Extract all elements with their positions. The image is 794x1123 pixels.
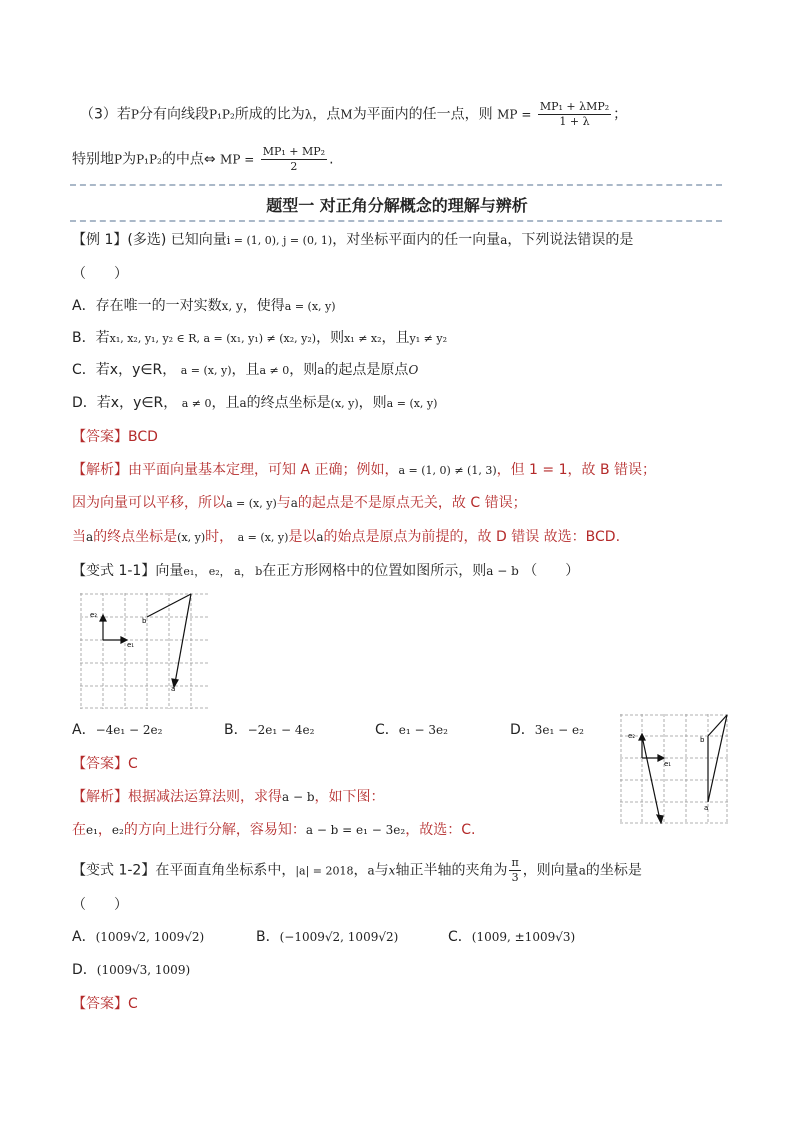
ex1-option-c	[72, 360, 418, 381]
label-e2: e₂	[90, 611, 98, 619]
text: 的中点⇔	[161, 151, 216, 168]
label-b: b	[142, 617, 147, 625]
v12-paren: （ ）	[72, 897, 128, 913]
math: a = (x, y)	[284, 300, 336, 313]
math: (x, y)	[330, 397, 359, 410]
text: D．	[510, 722, 535, 738]
text: 为平面内的任一点，则	[352, 106, 493, 123]
v12-answer: 【答案】C	[72, 996, 138, 1012]
fraction-midpoint-formula	[261, 145, 327, 174]
v11-option-d	[510, 720, 584, 740]
fraction-denominator: 2	[290, 160, 298, 173]
ex1-option-b	[72, 328, 447, 349]
ex1-question	[72, 230, 633, 251]
math-a: a	[86, 530, 94, 544]
a-vector	[708, 715, 727, 802]
label-b: b	[700, 736, 705, 744]
v11-option-a	[72, 720, 162, 740]
math: (1009, ±1009√3)	[471, 930, 576, 944]
ex1-paren: （ ）	[72, 266, 128, 282]
v11-explanation-2	[72, 820, 475, 840]
ex1-option-a	[72, 296, 336, 317]
label-e2: e₂	[628, 732, 636, 740]
grid-lines	[620, 714, 728, 824]
math: a = (x, y)	[237, 531, 289, 544]
text: A．	[72, 722, 96, 738]
math-segment: P₁P₂	[209, 107, 235, 122]
text: ，且	[381, 330, 410, 346]
v11-option-c	[375, 720, 448, 740]
math-p: P	[114, 152, 123, 167]
text: A．	[72, 929, 96, 945]
grid-figure-solution	[620, 714, 728, 824]
text: D．	[72, 962, 97, 978]
text: 与	[374, 862, 389, 879]
text: 特别地	[72, 151, 114, 168]
text: ，	[353, 862, 368, 879]
math-lambda: λ	[304, 107, 313, 122]
v11-option-b	[224, 720, 314, 740]
math: a − b = e₁ − 3e₂	[305, 823, 406, 837]
math: 3e₁ − e₂	[534, 723, 584, 737]
text: ，如下图：	[314, 789, 385, 805]
math: a = (1, 0) ≠ (1, 3)	[398, 464, 497, 477]
text: ，且	[231, 362, 260, 378]
text: 分有向线段	[139, 106, 209, 123]
text: 在	[72, 822, 86, 838]
math: a = (x, y)	[226, 497, 277, 510]
fraction-numerator: MP₁ + λMP₂	[539, 100, 610, 113]
math: (1009√3, 1009)	[96, 963, 191, 977]
fraction-denominator: 3	[511, 871, 519, 884]
math-mp: MP =	[220, 152, 255, 167]
text: 的起点是不是原点无关，故 C 错误；	[297, 495, 527, 511]
section-title: 题型一 对正角分解概念的理解与辨析	[266, 196, 528, 215]
ex1-explanation-1	[72, 460, 656, 481]
text: 的起点是原点	[324, 362, 409, 378]
math-a: a	[316, 530, 324, 544]
fraction-angle	[509, 856, 520, 885]
math: x₁, x₂, y₁, y₂ ∈ R, a = (x₁, y₁) ≠ (x₂, y₂)	[109, 332, 317, 345]
text: C．	[448, 929, 472, 945]
text: 在正方形网格中的位置如图所示，则	[262, 563, 487, 579]
text: C．若	[72, 362, 110, 378]
label-e1: e₁	[664, 760, 672, 768]
v11-question	[72, 561, 579, 582]
divider-bottom	[70, 220, 722, 222]
math: a − b	[282, 790, 315, 804]
math: |a| = 2018	[295, 864, 354, 878]
math-p: P	[130, 107, 139, 122]
text: x，y∈R，	[110, 395, 178, 411]
e2-arrowhead	[100, 615, 106, 621]
a-vector	[175, 594, 191, 683]
text: 【解析】根据减法运算法则，求得	[72, 789, 282, 805]
grid-figure	[80, 593, 210, 709]
text: 所成的比为	[234, 106, 305, 123]
text: ，故选：C.	[405, 822, 476, 838]
fraction-denominator: 1 + λ	[559, 115, 590, 128]
v12-option-c	[448, 927, 575, 947]
math-x: x	[388, 863, 396, 878]
text: 时，	[205, 529, 234, 545]
text: ，则向量	[522, 862, 579, 879]
text: ，	[97, 822, 112, 838]
text: x，y∈R，	[109, 362, 177, 378]
math: a = (x, y)	[386, 397, 438, 410]
text: （3）若	[80, 106, 131, 123]
math-a: a	[317, 363, 325, 377]
text: 的始点是原点为前提的，故 D 错误 故选：BCD.	[323, 529, 621, 545]
text: ，但 1 = 1，故 B 错误；	[496, 462, 657, 478]
v12-question	[72, 856, 642, 885]
math-segment: P₁P₂	[136, 152, 162, 167]
a-minus-b-arrowhead	[657, 815, 663, 823]
fraction-numerator: π	[511, 856, 519, 869]
text: ；	[613, 106, 628, 123]
text: 当	[72, 529, 86, 545]
math: a − b	[486, 564, 519, 578]
text: 的终点坐标是	[246, 395, 331, 411]
math: x₁ ≠ x₂	[344, 332, 382, 345]
math: −2e₁ − 4e₂	[247, 723, 315, 737]
text: B．若	[72, 330, 110, 346]
text: ，且	[211, 395, 240, 411]
text: ，下列说法错误的是	[507, 232, 634, 248]
math: e₁	[86, 823, 98, 837]
paren: （ ）	[523, 563, 580, 579]
text: ，则	[289, 362, 318, 378]
v12-option-a	[72, 927, 204, 947]
math: (x, y)	[177, 531, 206, 544]
math-m: M	[340, 107, 353, 122]
math: e₁ − 3e₂	[398, 723, 448, 737]
math-a: a	[578, 863, 586, 878]
text: ，对坐标平面内的任一向量	[332, 232, 501, 248]
v12-option-b	[256, 927, 398, 947]
fraction-section-formula	[538, 100, 611, 129]
ex1-explanation-2	[72, 493, 527, 514]
text: 【变式 1-2】在平面直角坐标系中，	[72, 862, 296, 879]
text: ，使得	[242, 298, 285, 314]
math-a: a	[500, 233, 508, 247]
text: B．	[224, 722, 248, 738]
text: 【解析】由平面向量基本定理，可知 A 正确；例如，	[72, 462, 399, 478]
math: (1009√2, 1009√2)	[95, 930, 205, 944]
v11-answer: 【答案】C	[72, 756, 138, 772]
grid-lines	[80, 593, 210, 709]
text: .	[329, 151, 334, 168]
math-a: a	[290, 496, 298, 510]
math: a ≠ 0	[181, 397, 212, 410]
ex1-answer: 【答案】BCD	[72, 429, 158, 445]
intro-line-1	[80, 100, 627, 129]
text: 因为向量可以平移，所以	[72, 495, 226, 511]
math: x, y	[221, 299, 243, 313]
text: ，则	[316, 330, 345, 346]
divider-top	[70, 184, 722, 186]
text: A．存在唯一的一对实数	[72, 298, 222, 314]
text: ，点	[312, 106, 341, 123]
math-a: a	[367, 863, 375, 878]
v12-option-d	[72, 960, 190, 980]
label-a: a	[704, 804, 709, 812]
label-e1: e₁	[127, 641, 135, 649]
text: 的终点坐标是	[93, 529, 178, 545]
text: ，则	[358, 395, 387, 411]
text: D．若	[72, 395, 111, 411]
math-ij: i = (1, 0), j = (0, 1)	[226, 234, 333, 247]
ex1-explanation-3	[72, 527, 620, 548]
text: B．	[256, 929, 280, 945]
intro-line-2	[72, 145, 334, 174]
math: e₂	[111, 823, 124, 837]
a-minus-b-vector	[642, 736, 660, 820]
text: 为	[122, 151, 137, 168]
math: y₁ ≠ y₂	[409, 332, 447, 345]
text: 【例 1】(多选) 已知向量	[72, 232, 227, 248]
v11-explanation-1	[72, 787, 385, 807]
ex1-option-d	[72, 393, 437, 414]
math-a: a	[239, 396, 247, 410]
text: 【变式 1-1】向量	[72, 563, 184, 579]
math: e₁， e₂， a， b	[183, 565, 263, 578]
math: (−1009√2, 1009√2)	[279, 930, 399, 944]
text: 是以	[288, 529, 317, 545]
math: a ≠ 0	[259, 364, 290, 377]
math-o: O	[408, 363, 419, 377]
text: 的坐标是	[585, 862, 642, 879]
text: 轴正半轴的夹角为	[395, 862, 508, 879]
text: C．	[375, 722, 399, 738]
math: a = (x, y)	[180, 364, 232, 377]
fraction-numerator: MP₁ + MP₂	[262, 145, 326, 158]
text: 与	[276, 495, 291, 511]
text: 的方向上进行分解，容易知：	[123, 822, 306, 838]
math: −4e₁ − 2e₂	[95, 723, 163, 737]
label-a: a	[171, 685, 176, 693]
math-mp: MP =	[497, 107, 532, 122]
